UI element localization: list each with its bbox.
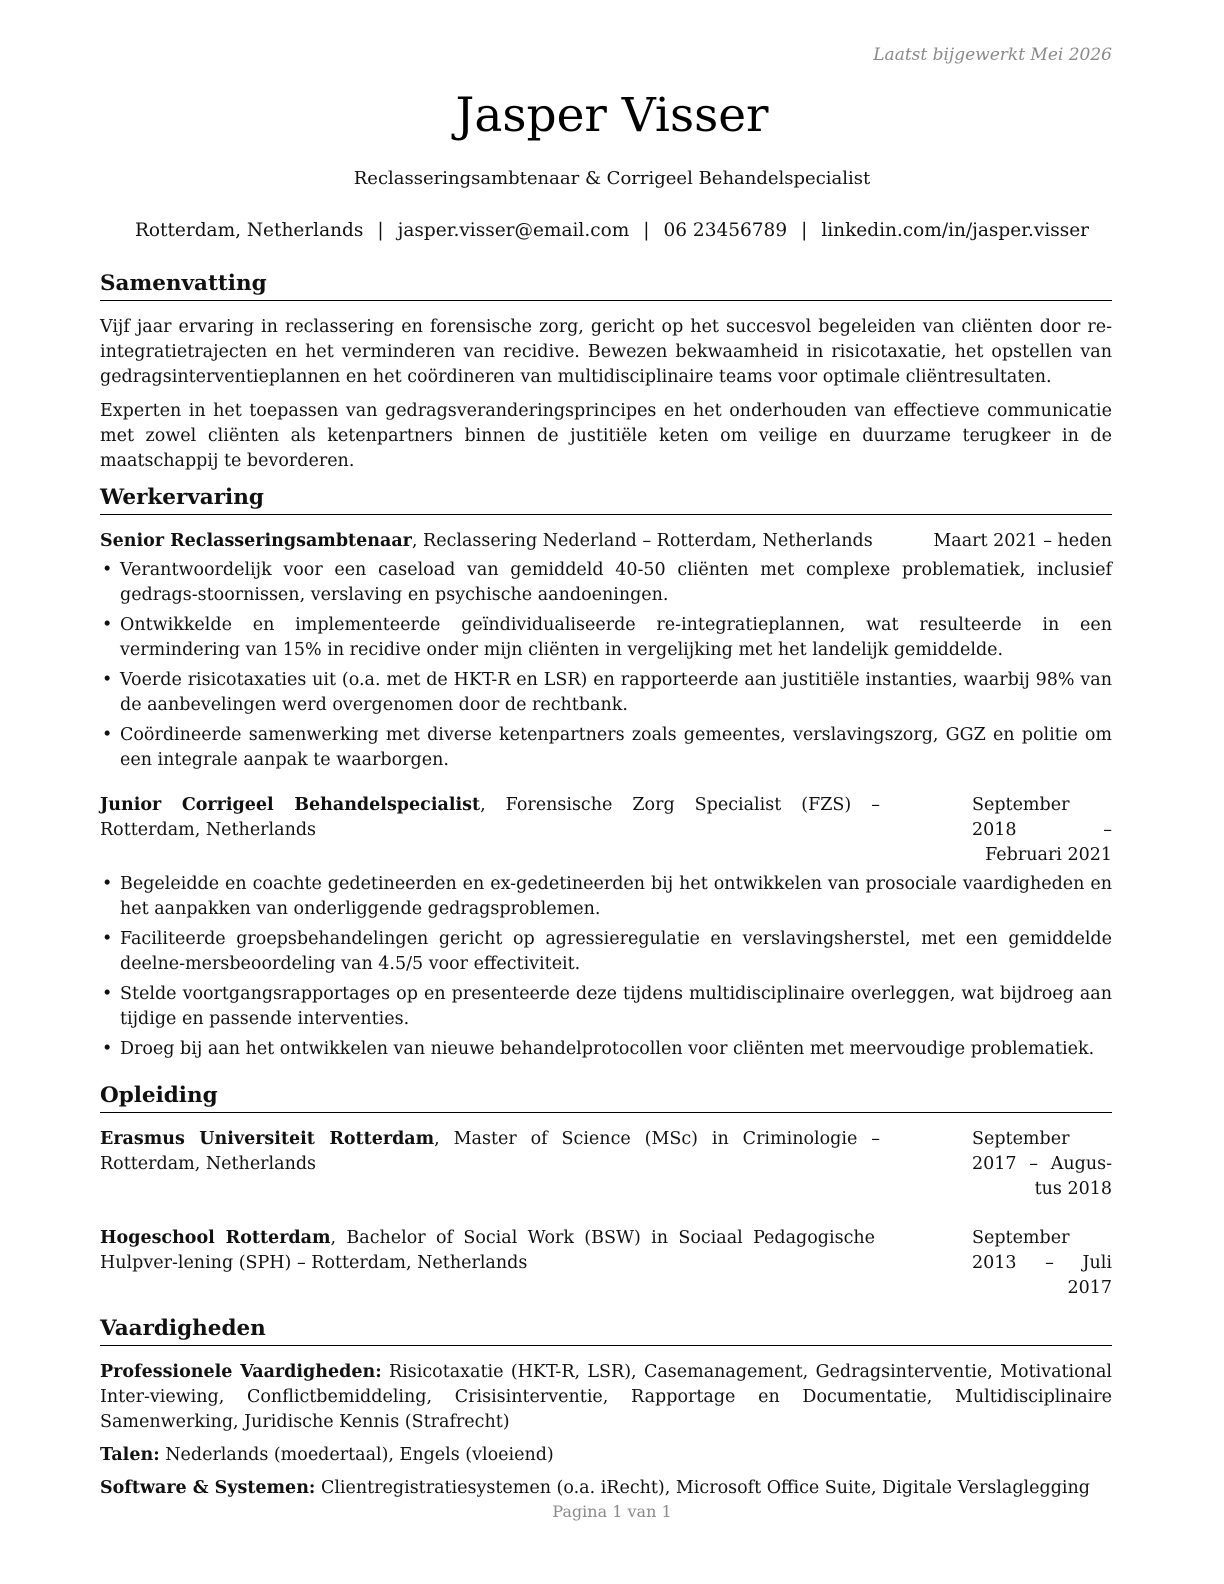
education-dates: September 2013 – Juli 2017 [972, 1228, 1112, 1298]
page-number: Pagina 1 van 1 [552, 1502, 672, 1521]
skill-row [100, 1443, 1112, 1468]
section-title-experience: Werkervaring [100, 484, 1112, 515]
separator: | [801, 220, 808, 241]
section-title-education: Opleiding [100, 1082, 1112, 1113]
candidate-headline: Reclasseringsambtenaar & Corrigeel Behandelspecialist [353, 168, 871, 189]
list-item: • Voerde risicotaxaties uit (o.a. met de HKT-R en LSR) en rapporteerde aan justitiële instanties, waarbij 98% van de aanbevelingen werd overgenomen door de rechtbank. [100, 668, 1112, 718]
experience-section [100, 484, 1112, 1062]
list-item: • Coördineerde samenwerking met diverse ketenpartners zoals gemeentes, verslavingszorg, GGZ en politie om een integrale aanpak te waarborgen. [100, 723, 1112, 773]
list-item: • Verantwoordelijk voor een caseload van gemiddeld 40-50 cliënten met complexe problematiek, inclusief gedrags-stoornissen, verslaving en psychische aandoeningen. [100, 558, 1112, 608]
education-school: Hogeschool Rotterdam [100, 1228, 331, 1248]
job-bullets [100, 558, 1112, 773]
list-item: • Begeleidde en coachte gedetineerden en ex-gedetineerden bij het ontwikkelen van prosociale vaardigheden en het aanpakken van onderliggende gedragsproblemen. [100, 872, 1112, 922]
education-detail: , Bachelor of Social Work (BSW) in Sociaal Pedagogische Hulpver-lening (SPH) – Rotterdam, Netherlands [100, 1228, 875, 1273]
education-header [100, 1226, 1112, 1301]
separator: | [377, 220, 384, 241]
contact-email[interactable]: jasper.visser@email.com [397, 220, 630, 241]
skill-row [100, 1360, 1112, 1435]
job-dates: September 2018 – Februari 2021 [972, 795, 1112, 865]
job-organization: , Reclassering Nederland – Rotterdam, Netherlands [411, 531, 873, 551]
skill-label: Software & Systemen: [100, 1478, 316, 1498]
section-title-summary: Samenvatting [100, 270, 1112, 301]
job-header [100, 793, 1112, 868]
job-role: Senior Reclasseringsambtenaar [100, 531, 412, 551]
education-dates: September 2017 – Augus-tus 2018 [972, 1129, 1112, 1199]
education-detail: , Master of Science (MSc) in Criminologie – Rotterdam, Netherlands [100, 1129, 880, 1174]
list-item: • Droeg bij aan het ontwikkelen van nieuwe behandelprotocollen voor cliënten met meervoudige problematiek. [100, 1037, 1112, 1062]
education-entry [100, 1226, 1112, 1301]
resume-body [100, 270, 1112, 1511]
skills-section [100, 1315, 1112, 1501]
contact-line [0, 220, 1224, 241]
skill-label: Professionele Vaardigheden: [100, 1362, 382, 1382]
job-dates: Maart 2021 – heden [933, 531, 1112, 551]
skill-value: Risicotaxatie (HKT-R, LSR), Casemanagement, Gedragsinterventie, Motivational Inter-viewing, Conflictbemiddeling, Crisisinterventie, Rapportage en Documentatie, Multidisciplinaire Samenwerking, Juridische Kennis (Strafrecht) [100, 1362, 1112, 1432]
summary-paragraph: Experten in het toepassen van gedragsveranderingsprincipes en het onderhouden van effectieve communicatie met zowel cliënten als ketenpartners binnen de justitiële keten om veilige en duurzame terugkeer in de maatschappij te bevorderen. [100, 401, 1112, 471]
section-title-skills: Vaardigheden [100, 1315, 1112, 1346]
education-entry [100, 1127, 1112, 1202]
summary-section [100, 270, 1112, 474]
education-section [100, 1082, 1112, 1301]
list-item: • Stelde voortgangsrapportages op en presenteerde deze tijdens multidisciplinaire overleggen, wat bijdroeg aan tijdige en passende interventies. [100, 982, 1112, 1032]
job-header [100, 529, 1112, 554]
skill-row [100, 1476, 1112, 1501]
job-entry [100, 793, 1112, 1062]
contact-location: Rotterdam, Netherlands [134, 220, 364, 241]
skill-value: Clientregistratiesystemen (o.a. iRecht), Microsoft Office Suite, Digitale Verslaglegging [315, 1478, 1090, 1498]
contact-linkedin[interactable]: linkedin.com/in/jasper.visser [821, 220, 1090, 241]
skill-label: Talen: [100, 1445, 160, 1465]
job-role: Junior Corrigeel Behandelspecialist [100, 795, 481, 815]
job-entry [100, 529, 1112, 773]
job-bullets [100, 872, 1112, 1062]
separator: | [643, 220, 650, 241]
summary-paragraph: Vijf jaar ervaring in reclassering en forensische zorg, gericht op het succesvol begeleiden van cliënten door re-integratietrajecten en het verminderen van recidive. Bewezen bekwaamheid in risicotaxatie, het opstellen van gedragsinterventieplannen en het coördineren van multidisciplinaire teams voor optimale cliëntresultaten. [100, 317, 1112, 387]
job-organization: , Forensische Zorg Specialist (FZS) – Rotterdam, Netherlands [100, 795, 881, 840]
list-item: • Ontwikkelde en implementeerde geïndividualiseerde re-integratieplannen, wat resulteerde in een vermindering van 15% in recidive onder mijn cliënten in vergelijking met het landelijk gemiddelde. [100, 613, 1112, 663]
list-item: • Faciliteerde groepsbehandelingen gericht op agressieregulatie en verslavingsherstel, met een gemiddelde deelne-mersbeoordeling van 4.5/5 voor effectiviteit. [100, 927, 1112, 977]
education-school: Erasmus Universiteit Rotterdam [100, 1129, 435, 1149]
skill-value: Nederlands (moedertaal), Engels (vloeiend) [159, 1445, 554, 1465]
education-header [100, 1127, 1112, 1202]
candidate-name: Jasper Visser [455, 88, 769, 143]
contact-phone[interactable]: 06 23456789 [663, 220, 788, 241]
last-updated-note: Laatst bijgewerkt Mei 2026 [873, 45, 1112, 65]
